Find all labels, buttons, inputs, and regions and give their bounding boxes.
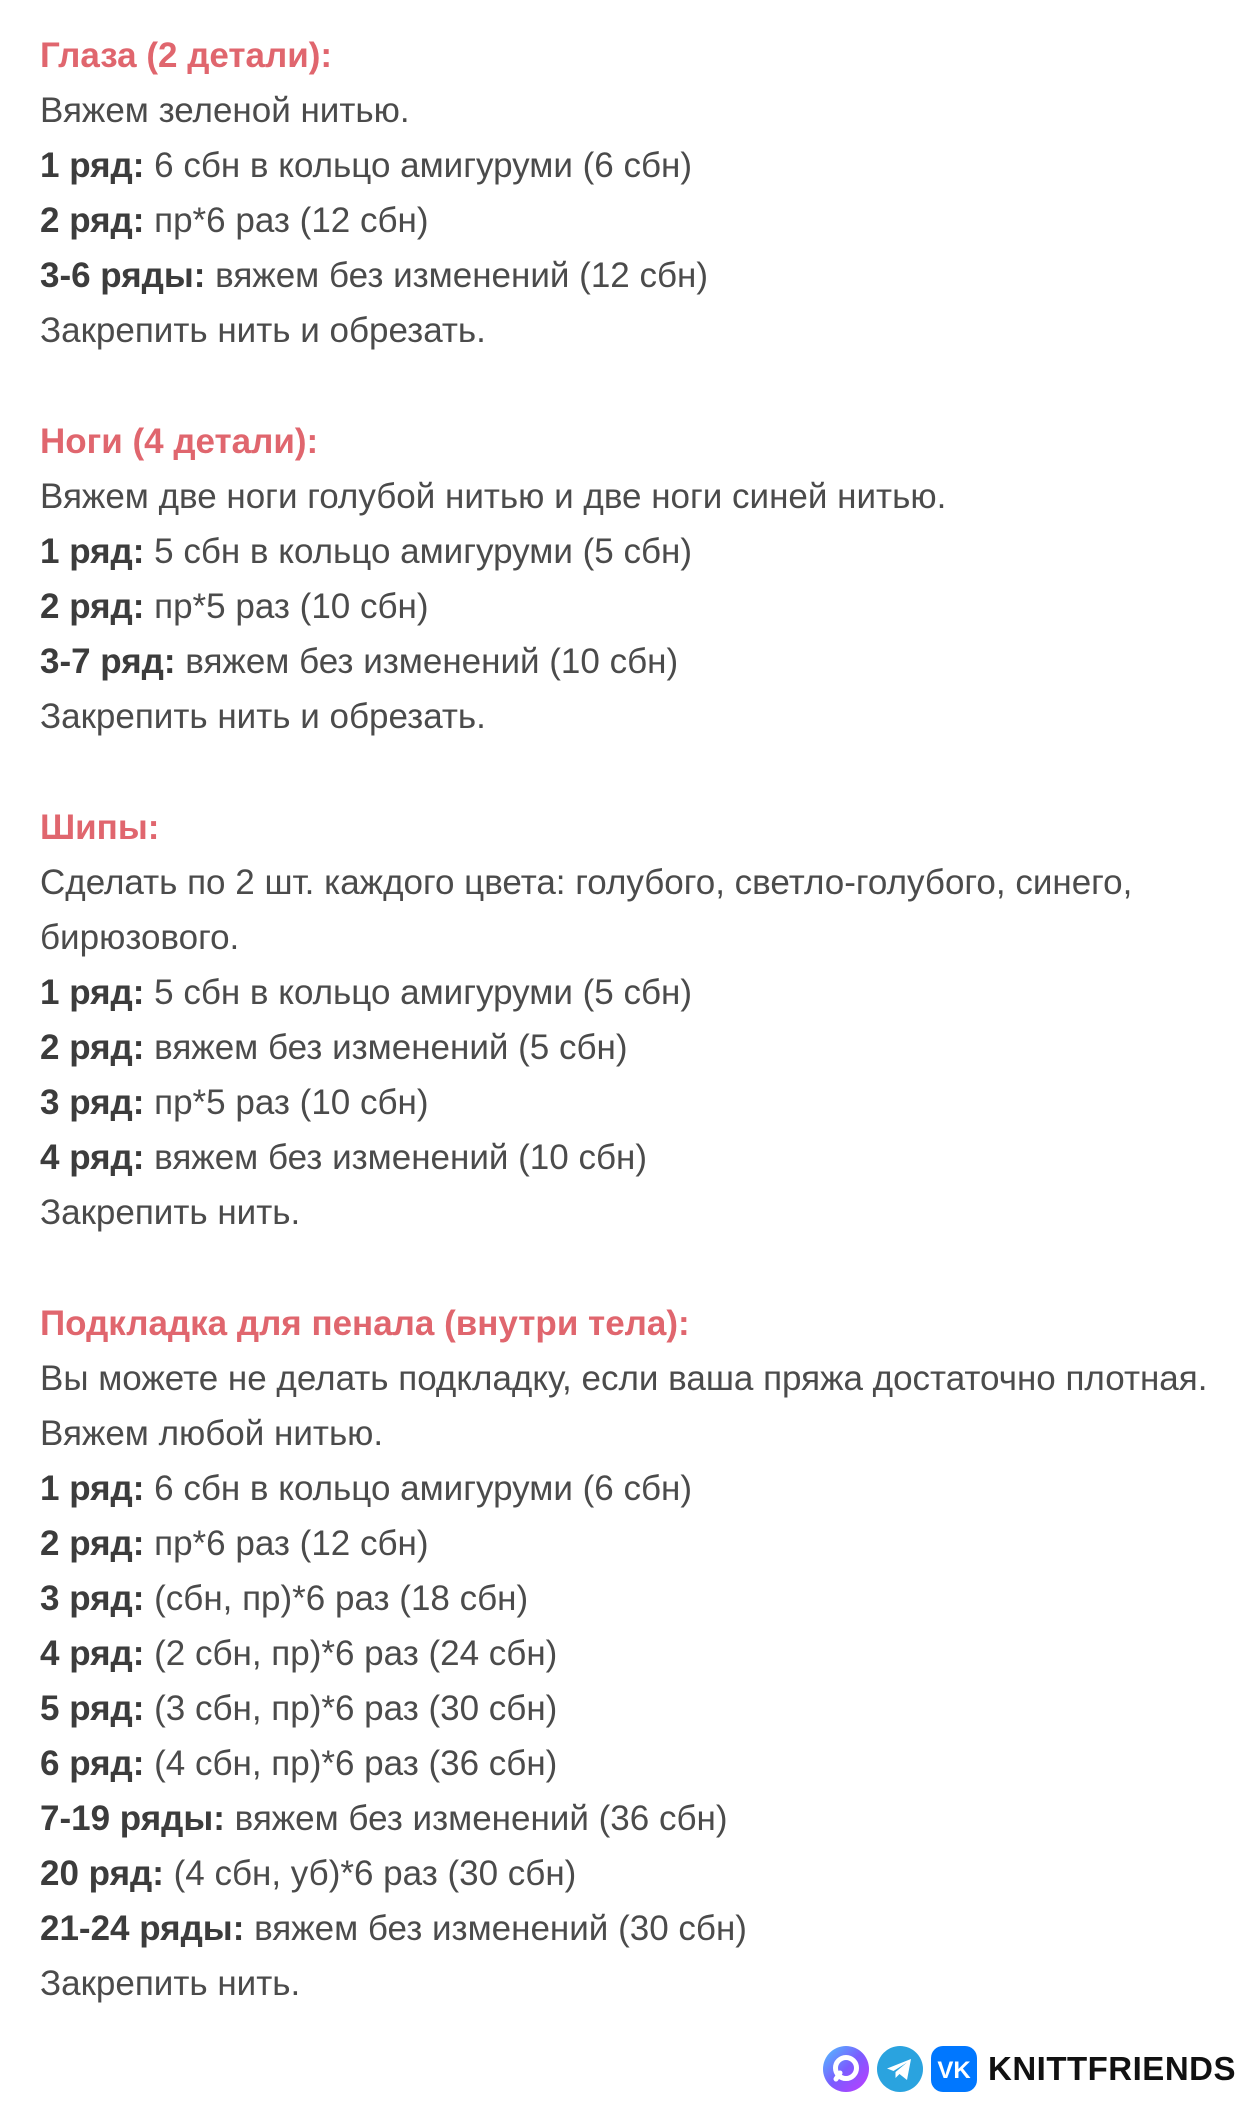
row-text: 6 сбн в кольцо амигуруми (6 сбн) bbox=[144, 146, 692, 185]
section-eyes bbox=[40, 28, 1240, 358]
row-text: пр*5 раз (10 сбн) bbox=[144, 1083, 429, 1122]
section-intro: Вяжем зеленой нитью. bbox=[40, 91, 410, 130]
pattern-row bbox=[40, 193, 1240, 248]
section-intro: Вяжем две ноги голубой нитью и две ноги синей нитью. bbox=[40, 477, 947, 516]
row-text: (4 сбн, уб)*6 раз (30 сбн) bbox=[163, 1854, 577, 1893]
section-intro: Вы можете не делать подкладку, если ваша пряжа достаточно плотная. bbox=[40, 1359, 1208, 1398]
row-text: вяжем без изменений (10 сбн) bbox=[144, 1138, 647, 1177]
row-label: 1 ряд: bbox=[40, 1469, 145, 1508]
section-outro: Закрепить нить и обрезать. bbox=[40, 697, 486, 736]
row-text: вяжем без изменений (30 сбн) bbox=[244, 1909, 747, 1948]
row-text: вяжем без изменений (36 сбн) bbox=[224, 1799, 728, 1838]
row-label: 6 ряд: bbox=[40, 1744, 145, 1783]
row-label: 2 ряд: bbox=[40, 1524, 145, 1563]
row-text: (3 сбн, пр)*6 раз (30 сбн) bbox=[144, 1689, 558, 1728]
pattern-row bbox=[40, 138, 1240, 193]
row-label: 2 ряд: bbox=[40, 201, 145, 240]
pattern-row bbox=[40, 634, 1240, 689]
row-text: вяжем без изменений (12 сбн) bbox=[205, 256, 708, 295]
telegram-icon bbox=[876, 2045, 924, 2093]
row-text: (4 сбн, пр)*6 раз (36 сбн) bbox=[144, 1744, 558, 1783]
section-title-lining: Подкладка для пенала (внутри тела): bbox=[40, 1304, 690, 1343]
section-intro: Сделать по 2 шт. каждого цвета: голубого, светло-голубого, синего, бирюзового. bbox=[40, 863, 1133, 957]
pattern-row bbox=[40, 1516, 1240, 1571]
row-label: 21-24 ряды: bbox=[40, 1909, 245, 1948]
row-label: 2 ряд: bbox=[40, 1028, 145, 1067]
row-label: 1 ряд: bbox=[40, 973, 145, 1012]
section-legs bbox=[40, 414, 1240, 744]
row-label: 5 ряд: bbox=[40, 1689, 145, 1728]
pattern-row bbox=[40, 1626, 1240, 1681]
section-title-spikes: Шипы: bbox=[40, 808, 160, 847]
row-label: 3-7 ряд: bbox=[40, 642, 176, 681]
section-spikes bbox=[40, 800, 1240, 1240]
pattern-row bbox=[40, 1901, 1240, 1956]
row-label: 20 ряд: bbox=[40, 1854, 164, 1893]
row-text: вяжем без изменений (5 сбн) bbox=[144, 1028, 628, 1067]
section-intro-2: Вяжем любой нитью. bbox=[40, 1414, 384, 1453]
row-text: (сбн, пр)*6 раз (18 сбн) bbox=[144, 1579, 529, 1618]
pattern-row bbox=[40, 1461, 1240, 1516]
section-outro: Закрепить нить. bbox=[40, 1193, 301, 1232]
row-label: 1 ряд: bbox=[40, 532, 145, 571]
pattern-row bbox=[40, 1681, 1240, 1736]
row-text: пр*5 раз (10 сбн) bbox=[144, 587, 429, 626]
row-label: 7-19 ряды: bbox=[40, 1799, 225, 1838]
pattern-row bbox=[40, 579, 1240, 634]
brand-name: KNITTFRIENDS bbox=[988, 2050, 1236, 2087]
section-outro: Закрепить нить. bbox=[40, 1964, 301, 2003]
pattern-row bbox=[40, 1846, 1240, 1901]
row-text: 6 сбн в кольцо амигуруми (6 сбн) bbox=[144, 1469, 692, 1508]
pattern-row bbox=[40, 1130, 1240, 1185]
max-messenger-icon bbox=[822, 2045, 870, 2093]
pattern-row bbox=[40, 1075, 1240, 1130]
section-title-eyes: Глаза (2 детали): bbox=[40, 36, 333, 75]
row-text: пр*6 раз (12 сбн) bbox=[144, 201, 429, 240]
row-label: 4 ряд: bbox=[40, 1138, 145, 1177]
pattern-row bbox=[40, 248, 1240, 303]
row-label: 1 ряд: bbox=[40, 146, 145, 185]
row-text: пр*6 раз (12 сбн) bbox=[144, 1524, 429, 1563]
pattern-row bbox=[40, 1571, 1240, 1626]
svg-text:VK: VK bbox=[937, 2057, 971, 2084]
section-title-legs: Ноги (4 детали): bbox=[40, 422, 319, 461]
brand-watermark bbox=[822, 2045, 1236, 2093]
row-label: 3-6 ряды: bbox=[40, 256, 206, 295]
row-label: 3 ряд: bbox=[40, 1083, 145, 1122]
pattern-row bbox=[40, 1020, 1240, 1075]
section-outro: Закрепить нить и обрезать. bbox=[40, 311, 486, 350]
vk-icon bbox=[930, 2045, 978, 2093]
row-label: 3 ряд: bbox=[40, 1579, 145, 1618]
row-label: 2 ряд: bbox=[40, 587, 145, 626]
row-text: (2 сбн, пр)*6 раз (24 сбн) bbox=[144, 1634, 558, 1673]
pattern-row bbox=[40, 965, 1240, 1020]
row-label: 4 ряд: bbox=[40, 1634, 145, 1673]
pattern-row bbox=[40, 1736, 1240, 1791]
row-text: 5 сбн в кольцо амигуруми (5 сбн) bbox=[144, 973, 692, 1012]
pattern-row bbox=[40, 524, 1240, 579]
pattern-row bbox=[40, 1791, 1240, 1846]
row-text: 5 сбн в кольцо амигуруми (5 сбн) bbox=[144, 532, 692, 571]
section-lining bbox=[40, 1296, 1240, 2011]
row-text: вяжем без изменений (10 сбн) bbox=[175, 642, 679, 681]
